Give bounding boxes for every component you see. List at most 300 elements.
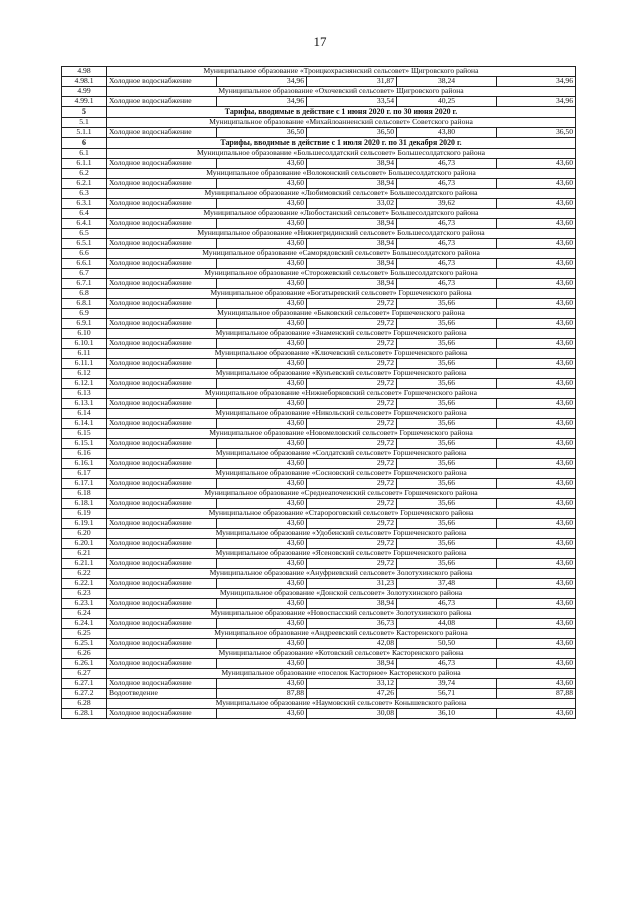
tariff-value: 87,88 [217,689,307,699]
row-number: 6.3.1 [62,199,107,209]
tariff-value: 35,66 [397,539,497,549]
service-name: Холодное водоснабжение [107,259,217,269]
service-name: Холодное водоснабжение [107,379,217,389]
tariff-row [62,479,576,489]
service-name: Холодное водоснабжение [107,619,217,629]
tariff-row [62,459,576,469]
row-number: 6.28.1 [62,709,107,719]
tariff-value: 43,60 [497,259,576,269]
tariff-value: 43,60 [497,539,576,549]
row-number: 6.8.1 [62,299,107,309]
tariff-value: 43,60 [497,559,576,569]
municipality-name: Муниципальное образование «Нижнеборковский сельсовет» Горшеченского района [107,389,576,399]
tariff-row [62,359,576,369]
row-number: 6.10 [62,329,107,339]
page-number: 17 [313,34,327,49]
row-number: 5.1 [62,118,107,128]
tariff-value: 43,60 [217,599,307,609]
service-name: Холодное водоснабжение [107,239,217,249]
tariff-row [62,439,576,449]
tariff-value: 43,60 [497,709,576,719]
row-number: 6.19 [62,509,107,519]
row-number: 6.25.1 [62,639,107,649]
row-number: 6.4.1 [62,219,107,229]
tariff-value: 43,60 [497,359,576,369]
municipality-row [62,67,576,77]
tariff-value: 43,60 [217,239,307,249]
row-number: 6.21.1 [62,559,107,569]
service-name: Холодное водоснабжение [107,299,217,309]
tariff-value: 35,66 [397,459,497,469]
tariff-row [62,239,576,249]
municipality-row [62,87,576,97]
tariff-value: 44,08 [397,619,497,629]
tariff-value: 46,73 [397,259,497,269]
tariff-row [62,97,576,107]
tariff-value: 43,60 [217,359,307,369]
tariff-value: 36,50 [217,128,307,138]
tariff-value: 43,60 [217,559,307,569]
row-number: 6.20.1 [62,539,107,549]
tariff-value: 43,60 [217,439,307,449]
municipality-row [62,329,576,339]
municipality-row [62,269,576,279]
tariff-value: 43,60 [217,619,307,629]
row-number: 6.18.1 [62,499,107,509]
tariff-row [62,679,576,689]
tariff-value: 46,73 [397,159,497,169]
service-name: Холодное водоснабжение [107,439,217,449]
municipality-row [62,609,576,619]
row-number: 6.14 [62,409,107,419]
tariff-value: 35,66 [397,419,497,429]
tariff-row [62,259,576,269]
row-number: 6.28 [62,699,107,709]
tariff-value: 35,66 [397,339,497,349]
municipality-row [62,369,576,379]
tariff-value: 46,73 [397,599,497,609]
tariff-row [62,639,576,649]
tariff-value: 36,50 [497,128,576,138]
tariff-value: 43,60 [217,579,307,589]
tariff-row [62,179,576,189]
municipality-name: Муниципальное образование «Нижнегридинский сельсовет» Большесолдатского района [107,229,576,239]
service-name: Водоотведение [107,689,217,699]
municipality-name: Муниципальное образование «Любостанский сельсовет» Большесолдатского района [107,209,576,219]
tariff-value: 29,72 [307,499,397,509]
tariff-value: 29,72 [307,359,397,369]
service-name: Холодное водоснабжение [107,459,217,469]
tariff-row [62,689,576,699]
tariff-value: 35,66 [397,319,497,329]
tariff-value: 43,60 [497,199,576,209]
tariff-value: 43,60 [217,459,307,469]
row-number: 6.22 [62,569,107,579]
tariff-value: 40,25 [397,97,497,107]
row-number: 5 [62,107,107,118]
tariff-value: 56,71 [397,689,497,699]
tariff-value: 43,60 [497,339,576,349]
tariff-value: 35,66 [397,379,497,389]
tariff-value: 35,66 [397,399,497,409]
tariff-value: 29,72 [307,459,397,469]
tariff-value: 34,96 [217,97,307,107]
tariff-row [62,579,576,589]
service-name: Холодное водоснабжение [107,399,217,409]
service-name: Холодное водоснабжение [107,219,217,229]
municipality-name: Муниципальное образование «Ануфриевский сельсовет» Золотухинского района [107,569,576,579]
row-number: 6.12.1 [62,379,107,389]
tariff-row [62,709,576,719]
tariff-row [62,499,576,509]
row-number: 6.24 [62,609,107,619]
tariff-value: 43,60 [497,299,576,309]
municipality-row [62,189,576,199]
row-number: 6.19.1 [62,519,107,529]
tariff-value: 43,60 [497,219,576,229]
tariff-value: 38,94 [307,599,397,609]
tariff-value: 46,73 [397,659,497,669]
tariff-value: 29,72 [307,479,397,489]
tariff-value: 43,60 [497,279,576,289]
row-number: 6.6.1 [62,259,107,269]
row-number: 6.26 [62,649,107,659]
tariff-value: 43,60 [497,679,576,689]
service-name: Холодное водоснабжение [107,359,217,369]
tariff-value: 46,73 [397,219,497,229]
tariff-value: 43,60 [497,599,576,609]
row-number: 6.16 [62,449,107,459]
row-number: 6.5.1 [62,239,107,249]
tariff-row [62,77,576,87]
municipality-name: Муниципальное образование «Новомеловский сельсовет» Горшеченского района [107,429,576,439]
municipality-name: Муниципальное образование «Любимовский сельсовет» Большесолдатского района [107,189,576,199]
tariff-value: 29,72 [307,379,397,389]
tariff-value: 46,73 [397,279,497,289]
row-number: 6.20 [62,529,107,539]
section-header-row [62,107,576,118]
tariff-value: 43,60 [217,399,307,409]
tariff-row [62,199,576,209]
municipality-row [62,629,576,639]
tariff-value: 43,60 [497,619,576,629]
tariff-value: 34,96 [497,97,576,107]
tariff-row [62,219,576,229]
tariff-value: 31,87 [307,77,397,87]
tariff-value: 33,12 [307,679,397,689]
tariff-value: 43,60 [217,299,307,309]
row-number: 6.13 [62,389,107,399]
tariff-value: 43,60 [217,319,307,329]
tariff-value: 29,72 [307,439,397,449]
municipality-row [62,169,576,179]
row-number: 6.25 [62,629,107,639]
municipality-name: Муниципальное образование «Котовский сельсовет» Касторенского района [107,649,576,659]
service-name: Холодное водоснабжение [107,599,217,609]
row-number: 6.5 [62,229,107,239]
tariff-value: 43,60 [217,499,307,509]
tariff-value: 30,08 [307,709,397,719]
row-number: 6.23.1 [62,599,107,609]
tariff-value: 43,60 [217,479,307,489]
tariff-value: 35,66 [397,519,497,529]
service-name: Холодное водоснабжение [107,499,217,509]
tariff-value: 29,72 [307,339,397,349]
tariff-value: 43,60 [497,239,576,249]
row-number: 6.3 [62,189,107,199]
tariff-value: 43,60 [497,639,576,649]
municipality-row [62,309,576,319]
tariff-value: 35,66 [397,499,497,509]
municipality-name: Муниципальное образование «Большесолдатский сельсовет» Большесолдатского района [107,149,576,159]
row-number: 6.17 [62,469,107,479]
tariff-value: 43,60 [217,379,307,389]
municipality-row [62,209,576,219]
tariff-value: 43,60 [497,419,576,429]
service-name: Холодное водоснабжение [107,339,217,349]
tariff-value: 38,94 [307,659,397,669]
municipality-name: Муниципальное образование «Удобенский сельсовет» Горшеченского района [107,529,576,539]
row-number: 6.8 [62,289,107,299]
row-number: 6.2.1 [62,179,107,189]
service-name: Холодное водоснабжение [107,97,217,107]
service-name: Холодное водоснабжение [107,479,217,489]
tariff-row [62,319,576,329]
tariff-value: 43,60 [217,639,307,649]
municipality-name: Муниципальное образование «Новоспасский сельсовет» Золотухинского района [107,609,576,619]
municipality-name: Муниципальное образование «Старороговский сельсовет» Горшеченского района [107,509,576,519]
service-name: Холодное водоснабжение [107,199,217,209]
tariff-value: 43,60 [217,709,307,719]
tariff-value: 36,73 [307,619,397,629]
service-name: Холодное водоснабжение [107,128,217,138]
tariff-value: 43,60 [497,399,576,409]
tariff-row [62,559,576,569]
tariff-value: 29,72 [307,319,397,329]
tariff-row [62,339,576,349]
tariff-value: 43,60 [217,419,307,429]
row-number: 6.11 [62,349,107,359]
tariff-value: 35,66 [397,299,497,309]
service-name: Холодное водоснабжение [107,319,217,329]
municipality-row [62,449,576,459]
service-name: Холодное водоснабжение [107,77,217,87]
municipality-name: Муниципальное образование «Охочевский сельсовет» Щигровского района [107,87,576,97]
tariff-value: 43,60 [497,479,576,489]
municipality-name: Муниципальное образование «Богатыревский сельсовет» Горшеченского района [107,289,576,299]
tariff-value: 43,60 [497,319,576,329]
tariff-row [62,299,576,309]
row-number: 6.22.1 [62,579,107,589]
municipality-name: Муниципальное образование «Донской сельсовет» Золотухинского района [107,589,576,599]
service-name: Холодное водоснабжение [107,579,217,589]
tariff-value: 43,60 [497,159,576,169]
municipality-name: Муниципальное образование «Никольский сельсовет» Горшеченского района [107,409,576,419]
service-name: Холодное водоснабжение [107,279,217,289]
tariff-row [62,379,576,389]
tariff-value: 33,54 [307,97,397,107]
tariff-row [62,599,576,609]
tariff-value: 43,60 [217,519,307,529]
tariff-value: 42,08 [307,639,397,649]
section-title: Тарифы, вводимые в действие с 1 июня 2020 г. по 30 июня 2020 г. [107,107,576,118]
service-name: Холодное водоснабжение [107,659,217,669]
tariff-value: 47,26 [307,689,397,699]
tariff-value: 43,60 [217,279,307,289]
row-number: 6.2 [62,169,107,179]
tariff-value: 29,72 [307,299,397,309]
section-title: Тарифы, вводимые в действие с 1 июля 2020 г. по 31 декабря 2020 г. [107,138,576,149]
municipality-name: Муниципальное образование «Солдатский сельсовет» Горшеченского района [107,449,576,459]
tariff-value: 43,60 [497,179,576,189]
row-number: 6.13.1 [62,399,107,409]
tariff-value: 46,73 [397,179,497,189]
municipality-row [62,509,576,519]
tariff-row [62,419,576,429]
municipality-name: Муниципальное образование «Саморядовский сельсовет» Большесолдатского района [107,249,576,259]
row-number: 6.27 [62,669,107,679]
row-number: 6.15.1 [62,439,107,449]
tariff-value: 35,66 [397,359,497,369]
tariff-value: 35,66 [397,479,497,489]
tariff-row [62,399,576,409]
row-number: 6.7 [62,269,107,279]
municipality-name: Муниципальное образование «Волоконский сельсовет» Большесолдатского района [107,169,576,179]
row-number: 6.1 [62,149,107,159]
municipality-name: Муниципальное образование «Троицкохраснянский сельсовет» Щигровского района [107,67,576,77]
service-name: Холодное водоснабжение [107,639,217,649]
tariff-value: 43,60 [217,679,307,689]
municipality-row [62,529,576,539]
tariff-value: 29,72 [307,519,397,529]
row-number: 6.10.1 [62,339,107,349]
municipality-row [62,229,576,239]
service-name: Холодное водоснабжение [107,709,217,719]
tariff-row [62,659,576,669]
row-number: 6.26.1 [62,659,107,669]
row-number: 6.7.1 [62,279,107,289]
service-name: Холодное водоснабжение [107,559,217,569]
tariff-value: 50,50 [397,639,497,649]
service-name: Холодное водоснабжение [107,419,217,429]
tariff-value: 43,60 [217,199,307,209]
tariff-value: 35,66 [397,559,497,569]
tariff-row [62,519,576,529]
row-number: 6.24.1 [62,619,107,629]
tariff-value: 29,72 [307,539,397,549]
tariff-table [61,66,576,719]
row-number: 6.6 [62,249,107,259]
row-number: 6.9.1 [62,319,107,329]
tariff-value: 29,72 [307,419,397,429]
section-header-row [62,138,576,149]
row-number: 6.1.1 [62,159,107,169]
tariff-value: 43,60 [217,159,307,169]
row-number: 6 [62,138,107,149]
row-number: 4.98.1 [62,77,107,87]
service-name: Холодное водоснабжение [107,679,217,689]
municipality-name: Муниципальное образование «поселок Касторное» Касторенского района [107,669,576,679]
row-number: 6.27.1 [62,679,107,689]
municipality-name: Муниципальное образование «Ключевский сельсовет» Горшеченского района [107,349,576,359]
tariff-value: 38,24 [397,77,497,87]
row-number: 6.15 [62,429,107,439]
municipality-row [62,409,576,419]
municipality-row [62,349,576,359]
tariff-value: 43,60 [217,659,307,669]
row-number: 6.14.1 [62,419,107,429]
tariff-row [62,539,576,549]
row-number: 6.17.1 [62,479,107,489]
tariff-value: 43,60 [497,459,576,469]
tariff-value: 43,60 [217,539,307,549]
tariff-value: 43,60 [217,219,307,229]
municipality-row [62,469,576,479]
municipality-row [62,649,576,659]
tariff-value: 46,73 [397,239,497,249]
municipality-row [62,569,576,579]
row-number: 6.23 [62,589,107,599]
tariff-value: 38,94 [307,239,397,249]
service-name: Холодное водоснабжение [107,539,217,549]
municipality-name: Муниципальное образование «Быковский сельсовет» Горшеченского района [107,309,576,319]
tariff-value: 43,60 [497,499,576,509]
row-number: 6.4 [62,209,107,219]
tariff-row [62,619,576,629]
municipality-name: Муниципальное образование «Среднеапоченский сельсовет» Горшеченского района [107,489,576,499]
municipality-row [62,289,576,299]
tariff-value: 43,60 [217,259,307,269]
tariff-value: 38,94 [307,279,397,289]
row-number: 6.9 [62,309,107,319]
tariff-value: 36,50 [307,128,397,138]
municipality-name: Муниципальное образование «Ясеновский сельсовет» Горшеченского района [107,549,576,559]
tariff-value: 34,96 [497,77,576,87]
tariff-row [62,279,576,289]
row-number: 4.98 [62,67,107,77]
row-number: 6.21 [62,549,107,559]
municipality-row [62,549,576,559]
tariff-value: 38,94 [307,219,397,229]
tariff-value: 36,10 [397,709,497,719]
municipality-row [62,249,576,259]
tariff-value: 39,62 [397,199,497,209]
row-number: 4.99 [62,87,107,97]
tariff-value: 29,72 [307,399,397,409]
municipality-row [62,118,576,128]
municipality-name: Муниципальное образование «Сосновский сельсовет» Горшеченского района [107,469,576,479]
municipality-row [62,429,576,439]
municipality-name: Муниципальное образование «Кунъевский сельсовет» Горшеченского района [107,369,576,379]
municipality-name: Муниципальное образование «Наумовский сельсовет» Конышевского района [107,699,576,709]
row-number: 6.16.1 [62,459,107,469]
tariff-row [62,128,576,138]
row-number: 5.1.1 [62,128,107,138]
row-number: 4.99.1 [62,97,107,107]
municipality-row [62,669,576,679]
row-number: 6.12 [62,369,107,379]
tariff-value: 31,23 [307,579,397,589]
tariff-value: 38,94 [307,179,397,189]
tariff-value: 43,60 [497,519,576,529]
tariff-value: 87,88 [497,689,576,699]
municipality-name: Муниципальное образование «Андреевский сельсовет» Касторенского района [107,629,576,639]
municipality-row [62,149,576,159]
row-number: 6.11.1 [62,359,107,369]
tariff-value: 35,66 [397,439,497,449]
tariff-value: 43,60 [497,659,576,669]
tariff-value: 29,72 [307,559,397,569]
